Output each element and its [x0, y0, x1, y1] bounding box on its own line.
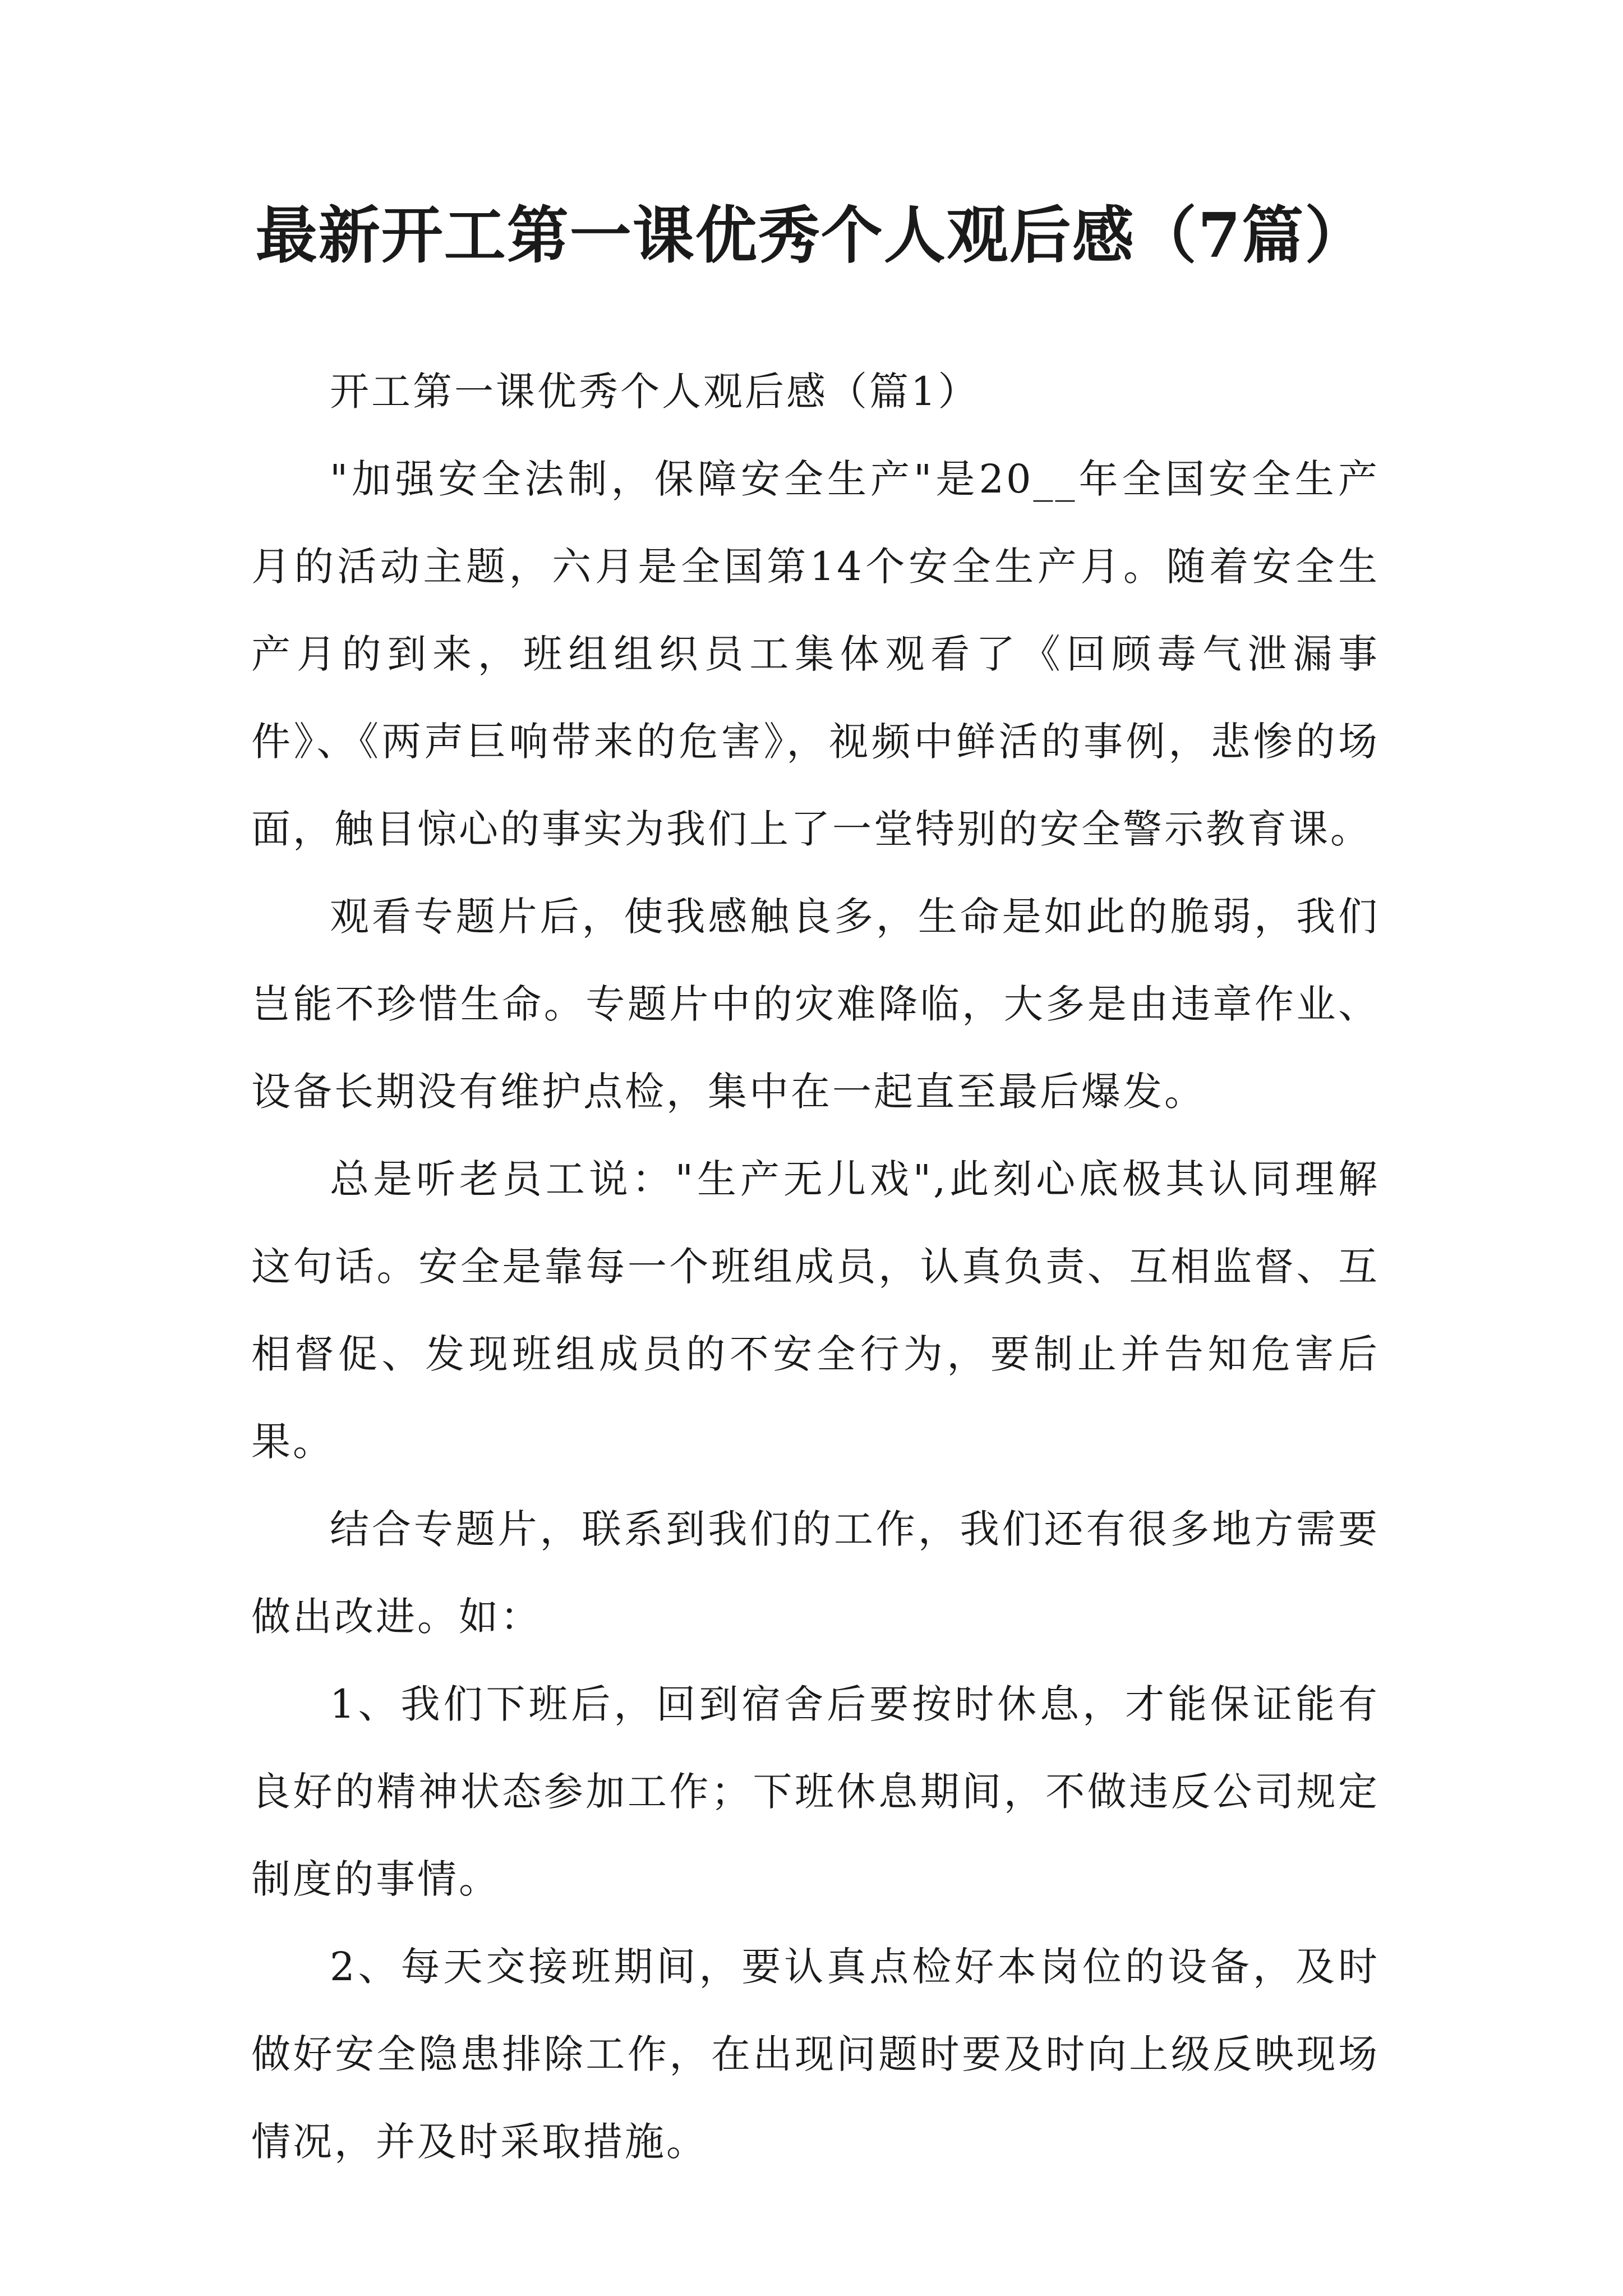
list-item: 2、每天交接班期间，要认真点检好本岗位的设备，及时做好安全隐患排除工作，在出现问题时要及时向上级反映现场情况，并及时采取措施。 — [251, 1944, 1380, 2165]
section-heading: 开工第一课优秀个人观后感（篇1） — [330, 369, 980, 415]
document-title: 最新开工第一课优秀个人观后感（7篇） — [255, 199, 1368, 272]
paragraph: 总是听老员工说："生产无儿戏",此刻心底极其认同理解这句话。安全是靠每一个班组成员，认真负责、互相监督、互相督促、发现班组成员的不安全行为，要制止并告知危害后果。 — [251, 1156, 1380, 1465]
paragraph: "加强安全法制，保障安全生产"是20__年全国安全生产月的活动主题，六月是全国第14个安全生产月。随着安全生产月的到来，班组组织员工集体观看了《回顾毒气泄漏事件》、《两声巨响带来的危害》，视频中鲜活的事例，悲惨的场面，触目惊心的事实为我们上了一堂特别的安全警示教育课。 — [251, 456, 1380, 852]
document-body — [251, 348, 1380, 2185]
list-item: 1、我们下班后，回到宿舍后要按时休息，才能保证能有良好的精神状态参加工作；下班休息期间，不做违反公司规定制度的事情。 — [251, 1681, 1380, 1902]
paragraph: 结合专题片，联系到我们的工作，我们还有很多地方需要做出改进。如： — [251, 1506, 1380, 1640]
paragraph: 观看专题片后，使我感触良多，生命是如此的脆弱，我们岂能不珍惜生命。专题片中的灾难降临，大多是由违章作业、设备长期没有维护点检，集中在一起直至最后爆发。 — [251, 894, 1380, 1115]
